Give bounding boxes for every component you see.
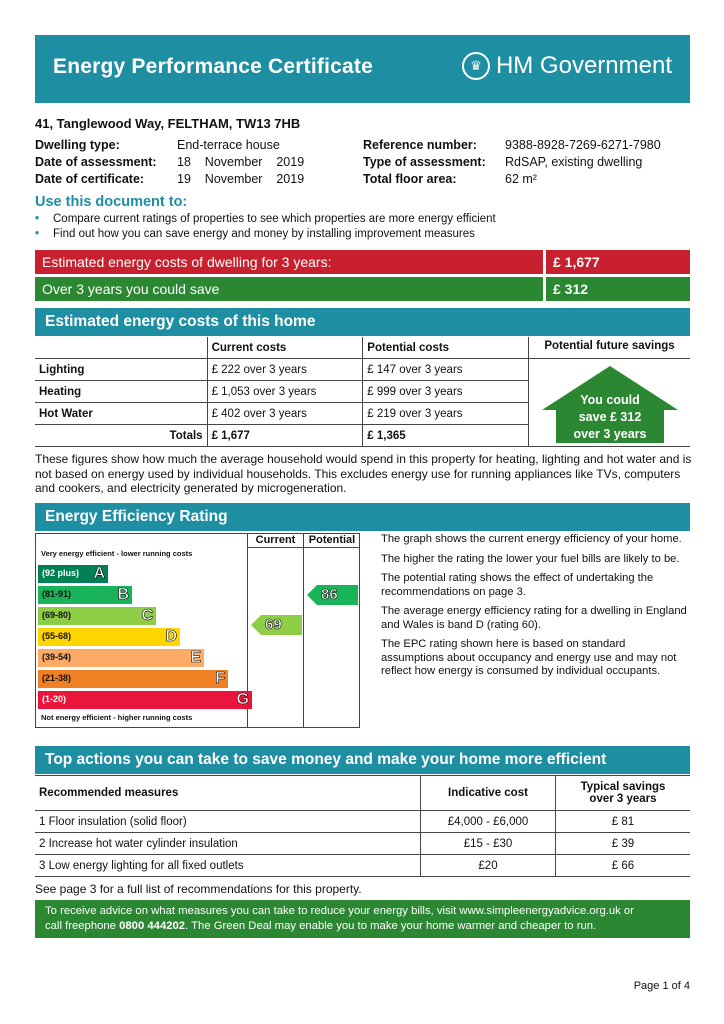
rating-text: The graph shows the current energy efficiency of your home.	[381, 533, 682, 545]
divider	[528, 446, 690, 447]
totals-row: Totals £ 1,677 £ 1,365	[35, 425, 528, 447]
table-row: 2 Increase hot water cylinder insulation £15 - £30 £ 39	[35, 833, 690, 855]
rating-text: The average energy efficiency rating for a dwelling in England and Wales is band D (rating 60).	[381, 605, 687, 631]
band-range: (55-68)	[42, 631, 72, 641]
band-letter: G	[236, 691, 249, 708]
divider	[303, 533, 304, 728]
rating-text: The EPC rating shown here is based on standard assumptions about occupancy and energy use and may not reflect how energy is consumed by individual occupants.	[381, 638, 677, 677]
rating-heading: Energy Efficiency Rating	[35, 503, 690, 531]
current-rating-value: 69	[265, 616, 282, 633]
band-letter: E	[190, 649, 201, 666]
detail-assessment-type: RdSAP, existing dwelling	[505, 155, 643, 169]
rating-explanation	[381, 533, 691, 685]
header-banner	[35, 35, 690, 103]
col-potential-rating: Potential	[308, 534, 356, 546]
col-potential-costs: Potential costs	[363, 337, 528, 359]
divider	[247, 547, 360, 548]
rating-text: The potential rating shows the effect of undertaking the recommendations on page 3.	[381, 572, 654, 598]
band-range: (39-54)	[42, 652, 72, 662]
page-title: Energy Performance Certificate	[53, 55, 373, 78]
rating-band-a	[38, 565, 108, 583]
col-current-rating: Current	[255, 534, 296, 546]
rating-band-c	[38, 607, 156, 625]
detail-assessment-date: 18 November 2019	[177, 155, 305, 169]
divider	[528, 358, 690, 359]
costs-heading: Estimated energy costs of this home	[35, 308, 690, 336]
advice-line: To receive advice on what measures you can take to reduce your energy bills, visit www.simpleenergyadvice.org.uk or	[45, 905, 634, 917]
detail-floor-area-label: Total floor area:	[363, 172, 457, 186]
freephone-number: 0800 444202	[119, 920, 186, 932]
detail-reference-label: Reference number:	[363, 138, 477, 152]
band-letter: C	[141, 607, 153, 624]
actions-footnote: See page 3 for a full list of recommendations for this property.	[35, 882, 362, 896]
band-letter: D	[165, 628, 177, 645]
costs-table	[35, 337, 528, 447]
actions-heading: Top actions you can take to save money and make your home more efficient	[35, 746, 690, 774]
detail-assessment-date-label: Date of assessment:	[35, 155, 157, 169]
savings-house-text: You could save £ 312 over 3 years	[573, 393, 647, 441]
use-bullet: • Compare current ratings of properties to see which properties are more energy efficient	[35, 212, 496, 227]
band-range: (69-80)	[42, 610, 72, 620]
table-row: Heating £ 1,053 over 3 years £ 999 over 3 years	[35, 381, 528, 403]
detail-assessment-type-label: Type of assessment:	[363, 155, 486, 169]
band-range: (92 plus)	[42, 568, 80, 578]
estimated-cost-bar: Estimated energy costs of dwelling for 3 years:	[35, 250, 543, 274]
use-bullet: • Find out how you can save energy and money by installing improvement measures	[35, 227, 496, 242]
property-address: 41, Tanglewood Way, FELTHAM, TW13 7HB	[35, 116, 301, 131]
page-number: Page 1 of 4	[633, 980, 690, 992]
col-current-costs: Current costs	[207, 337, 363, 359]
col-measures: Recommended measures	[35, 776, 421, 811]
rating-top-label: Very energy efficient - lower running costs	[41, 549, 193, 558]
potential-rating-arrow	[307, 585, 359, 610]
estimated-cost-value: £ 1,677	[546, 250, 690, 274]
band-letter: A	[93, 565, 105, 582]
rating-text: The higher the rating the lower your fuel bills are likely to be.	[381, 552, 680, 565]
rating-band-b	[38, 586, 132, 604]
band-range: (21-38)	[42, 673, 72, 683]
table-row: 3 Low energy lighting for all fixed outlets £20 £ 66	[35, 855, 690, 877]
rating-bottom-label: Not energy efficient - higher running costs	[41, 713, 193, 722]
detail-floor-area: 62 m²	[505, 172, 537, 186]
hm-government-logo	[462, 52, 672, 80]
potential-rating-value: 86	[321, 586, 338, 603]
detail-dwelling-type-label: Dwelling type:	[35, 138, 120, 152]
actions-table	[35, 775, 690, 877]
detail-certificate-date-label: Date of certificate:	[35, 172, 145, 186]
advice-box	[35, 900, 690, 938]
detail-certificate-date: 19 November 2019	[177, 172, 305, 186]
table-row: 1 Floor insulation (solid floor) £4,000 - £6,000 £ 81	[35, 811, 690, 833]
divider	[528, 337, 529, 447]
col-typical-savings: Typical savings over 3 years	[556, 776, 691, 811]
government-name: HM Government	[495, 52, 672, 79]
could-save-value: £ 312	[546, 277, 690, 301]
detail-reference: 9388-8928-7269-6271-7980	[505, 138, 661, 152]
band-letter: B	[117, 586, 129, 603]
rating-band-g	[38, 691, 252, 709]
rating-band-f	[38, 670, 228, 688]
col-future-savings: Potential future savings	[544, 340, 675, 352]
rating-band-e	[38, 649, 204, 667]
use-bullets	[35, 212, 496, 242]
costs-note: These figures show how much the average household would spend in this property for heating, lighting and hot water and is not based on energy used by individual households. This excludes energy use for running appliances like TVs, computers and cookers, and electricity generated by microgeneration.	[35, 452, 692, 495]
detail-dwelling-type: End-terrace house	[177, 138, 280, 152]
band-letter: F	[215, 670, 225, 687]
table-row: Hot Water £ 402 over 3 years £ 219 over 3 years	[35, 403, 528, 425]
table-row: Lighting £ 222 over 3 years £ 147 over 3 years	[35, 359, 528, 381]
use-heading: Use this document to:	[35, 194, 188, 210]
current-rating-arrow	[251, 615, 303, 640]
band-range: (1-20)	[42, 694, 67, 704]
rating-band-d	[38, 628, 180, 646]
col-indicative-cost: Indicative cost	[421, 776, 556, 811]
could-save-bar: Over 3 years you could save	[35, 277, 543, 301]
royal-crest-icon: ♛	[462, 52, 490, 80]
band-range: (81-91)	[42, 589, 72, 599]
advice-line: call freephone 0800 444202. The Green Deal may enable you to make your home warmer and cheaper to run.	[45, 920, 597, 932]
